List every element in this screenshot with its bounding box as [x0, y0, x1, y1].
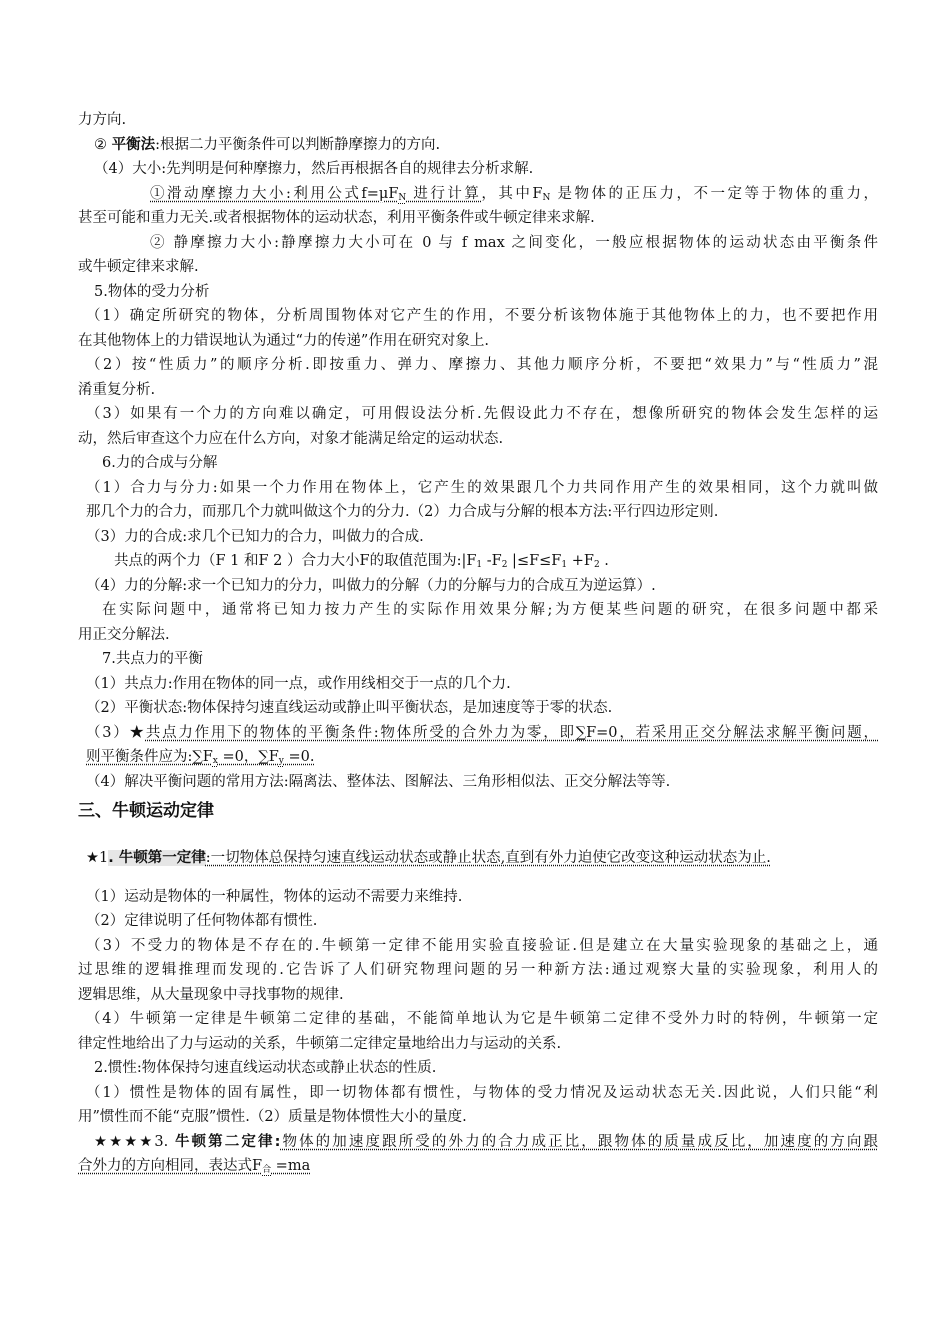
text-run: （2）定律说明了任何物体都有惯性. [86, 913, 318, 929]
paragraph-gap [78, 871, 878, 885]
text-line [78, 598, 878, 623]
text-run: （3）如果有一个力的方向难以确定，可用假设法分析.先假设此力不存在，想像所研究的物体会发生怎样的运 [86, 406, 878, 422]
text-run: ，其中F [481, 185, 543, 202]
subscript-text: x [212, 756, 218, 766]
text-line [78, 846, 878, 871]
text-run: （1）合力与分力:如果一个力作用在物体上，它产生的效果跟几个力共同作用产生的效果相同，这个力就叫做 [86, 479, 878, 496]
subscript-text: y [278, 756, 284, 766]
text-line [78, 1056, 878, 1081]
subscript-text: 1 [561, 560, 568, 570]
text-line [78, 934, 878, 959]
text-line [78, 770, 878, 795]
text-run: 6.力的合成与分解 [102, 455, 218, 471]
text-run: 7.共点力的平衡 [102, 651, 203, 667]
text-line [78, 427, 878, 452]
text-run: 三、牛顿运动定律 [78, 801, 214, 821]
text-run: ② 静摩擦力大小:静摩擦力大小可在 0 与 f max 之间变化，一般应根据物体的运动状态由平衡条件 [150, 234, 878, 251]
bold-term: 牛顿第二定律 [174, 1133, 275, 1150]
subscript-text: N [542, 192, 551, 203]
text-run: ★★★★3. [94, 1133, 175, 1150]
text-run: （3）力的合成:求几个已知力的合力，叫做力的合成. [86, 528, 424, 545]
text-run: ★1 [86, 850, 109, 866]
text-line [78, 1105, 878, 1130]
text-run: （2）平衡状态:物体保持匀速直线运动或静止叫平衡状态，是加速度等于零的状态. [86, 700, 613, 716]
text-run: +F [567, 553, 594, 569]
text-run: （2）按“性质力”的顺序分析.即按重力、弹力、摩擦力、其他力顺序分析，不要把“效果力”与“性质力”混 [86, 357, 878, 373]
text-run: （1）运动是物体的一种属性，物体的运动不需要力来维持. [86, 888, 463, 905]
text-run: （3）不受力的物体是不存在的.牛顿第一定律不能用实验直接验证.但是建立在大量实验现象的基础之上，通 [86, 937, 878, 954]
text-line [78, 672, 878, 697]
text-run: （1）确定所研究的物体，分析周围物体对它产生的作用，不要分析该物体施于其他物体上的力，也不要把作用 [86, 308, 878, 324]
text-line [78, 108, 878, 133]
text-run: 合外力的方向相同，表达式F [78, 1158, 263, 1174]
text-line [78, 745, 878, 770]
text-run: :一切物体总保持匀速直线运动状态或静止状态,直到有外力迫使它改变这种运动状态为止. [205, 850, 771, 866]
text-run: 甚至可能和重力无关.或者根据物体的运动状态，利用平衡条件或牛顿定律来求解. [78, 210, 595, 226]
text-line [78, 182, 878, 207]
text-line [78, 1081, 878, 1106]
text-run: 力方向. [78, 112, 127, 128]
text-run: 或牛顿定律来求解. [78, 259, 199, 275]
text-run: 进行计算 [406, 185, 482, 202]
text-run: 用正交分解法. [78, 626, 170, 643]
text-run: （4）力的分解:求一个已知力的分力，叫做力的分解（力的分解与力的合成互为逆运算）. [86, 577, 656, 594]
text-run: -F [482, 553, 502, 569]
text-line [78, 1130, 878, 1155]
text-line [78, 255, 878, 280]
text-run: =0，∑F [217, 749, 279, 765]
text-line [78, 623, 878, 648]
text-run: 共点力作用下的物体的平衡条件:物体所受的合外力为零，即∑F=0，若采用正交分解法求解平衡问题， [145, 724, 878, 741]
text-run: 在其他物体上的力错误地认为通过“力的传递”作用在研究对象上. [78, 332, 489, 349]
text-run: 淆重复分析. [78, 381, 156, 398]
text-line [78, 1007, 878, 1032]
text-run: 律定性地给出了力与运动的关系，牛顿第二定律定量地给出力与运动的关系. [78, 1035, 562, 1052]
text-run: 2.惯性:物体保持匀速直线运动状态或静止状态的性质. [94, 1060, 437, 1076]
text-run: ② [94, 136, 112, 153]
text-line [78, 696, 878, 721]
text-line [78, 958, 878, 983]
bold-term: 平衡法 [111, 136, 156, 153]
text-run: ①滑动摩擦力大小:利用公式f=μF [150, 185, 399, 202]
text-line [78, 378, 878, 403]
text-run: （3）★ [86, 724, 146, 741]
bold-term: . 牛顿第一定律 [108, 850, 206, 866]
text-line [78, 476, 878, 501]
text-run: =0. [283, 749, 315, 765]
subscript-text: N [398, 192, 407, 203]
document-page [78, 108, 878, 1179]
subscript-text: 2 [501, 560, 508, 570]
text-run: 是物体的正压力，不一定等于物体的重力， [550, 185, 878, 202]
text-line [78, 353, 878, 378]
text-line [78, 574, 878, 599]
text-run: 过思维的逻辑推理而发现的.它告诉了人们研究物理问题的另一种新方法:通过观察大量的实验现象，利用人的 [78, 962, 878, 978]
text-run: 那几个力的合力，而那几个力就叫做这个力的分力.（2）力合成与分解的根本方法:平行四边形定则. [86, 504, 719, 520]
text-line [78, 157, 878, 182]
text-run: （1）惯性是物体的固有属性，即一切物体都有惯性，与物体的受力情况及运动状态无关.因此说，人们只能“利 [86, 1084, 878, 1101]
text-line [78, 206, 878, 231]
text-run: （4）牛顿第一定律是牛顿第二定律的基础，不能简单地认为它是牛顿第二定律不受外力时的特例，牛顿第一定 [86, 1011, 878, 1027]
text-run: =ma [271, 1158, 311, 1174]
text-run: 则平衡条件应为:∑F [86, 749, 213, 765]
text-line [78, 1154, 878, 1179]
text-line [78, 329, 878, 354]
text-run: （1）共点力:作用在物体的同一点，或作用线相交于一点的几个力. [86, 675, 511, 692]
text-run: 用”惯性而不能“克服”惯性.（2）质量是物体惯性大小的量度. [78, 1109, 467, 1125]
text-run: 物体的加速度跟所受的外力的合力成正比，跟物体的质量成反比，加速度的方向跟 [280, 1133, 878, 1150]
text-run: |≤F≤F [507, 553, 562, 569]
text-line [78, 500, 878, 525]
text-line [78, 525, 878, 550]
text-line [78, 885, 878, 910]
text-run: （4）大小:先判明是何种摩擦力，然后再根据各自的规律去分析求解. [94, 161, 534, 177]
text-run: 在实际问题中，通常将已知力按力产生的实际作用效果分解;为方便某些问题的研究，在很多问题中都采 [102, 602, 878, 618]
text-run: . [599, 553, 609, 569]
text-line [78, 647, 878, 672]
text-line [78, 983, 878, 1008]
text-line [78, 1032, 878, 1057]
text-run: 逻辑思维，从大量现象中寻找事物的规律. [78, 986, 344, 1003]
text-run: 动，然后审查这个力应在什么方向，对象才能满足给定的运动状态. [78, 430, 504, 447]
text-run: 共点的两个力（F 1 和F 2 ）合力大小F的取值范围为:|F [114, 553, 477, 569]
text-line [78, 280, 878, 305]
section-heading [78, 796, 878, 826]
text-run: （4）解决平衡问题的常用方法:隔离法、整体法、图解法、三角形相似法、正交分解法等等. [86, 773, 671, 790]
subscript-text: 1 [476, 560, 483, 570]
text-line [78, 909, 878, 934]
text-line [78, 402, 878, 427]
subscript-text: 合 [262, 1165, 272, 1175]
text-line [78, 231, 878, 256]
text-line [78, 721, 878, 746]
subscript-text: 2 [593, 560, 600, 570]
text-line [78, 133, 878, 158]
text-run: 5.物体的受力分析 [94, 283, 210, 300]
paragraph-gap [78, 832, 878, 846]
text-line [78, 451, 878, 476]
text-line [78, 304, 878, 329]
bold-term: : [274, 1133, 281, 1150]
text-run: :根据二力平衡条件可以判断静摩擦力的方向. [155, 136, 441, 153]
text-line [78, 549, 878, 574]
